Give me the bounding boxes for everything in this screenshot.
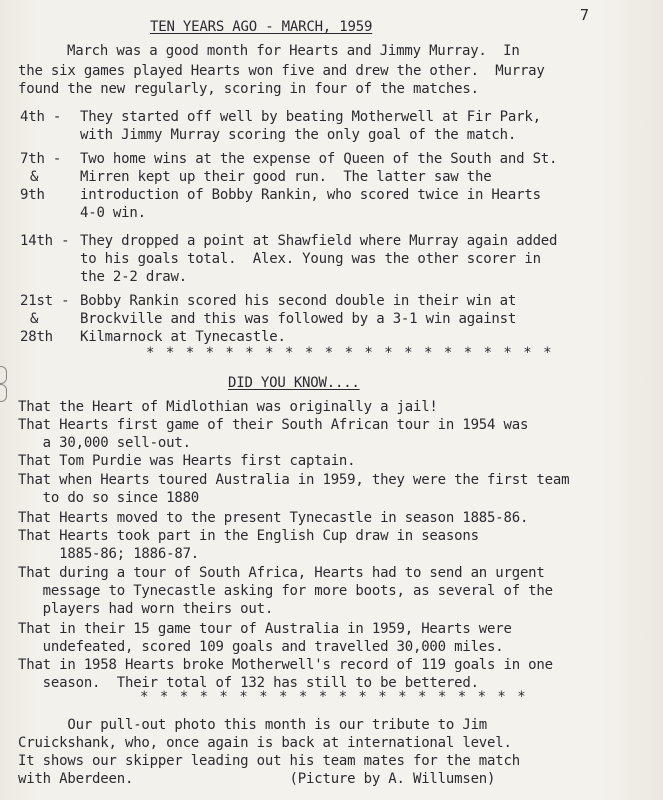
entry-line: They dropped a point at Shawfield where Murray again added <box>80 233 558 249</box>
fact-line: 1885-86; 1886-87. <box>18 546 200 562</box>
fact-line: That Tom Purdie was Hearts first captain. <box>18 453 356 469</box>
entry-line: Brockville and this was followed by a 3-1 win against <box>80 311 517 327</box>
closing-line: with Aberdeen. (Picture by A. Willumsen) <box>18 771 496 787</box>
section-heading: DID YOU KNOW.... <box>228 375 360 391</box>
entry-date: 28th <box>20 329 53 345</box>
closing-line: Cruickshank, who, once again is back at international level. <box>18 735 512 751</box>
entry-date: 21st - <box>20 293 70 309</box>
fact-line: a 30,000 sell-out. <box>18 435 191 451</box>
binder-hole-mark <box>0 366 7 384</box>
entry-line: They started off well by beating Motherwell at Fir Park, <box>80 109 541 125</box>
closing-line: Our pull-out photo this month is our tribute to Jim <box>18 717 488 733</box>
entry-date: & <box>30 311 39 327</box>
entry-line: the 2-2 draw. <box>80 269 187 285</box>
fact-line: players had worn theirs out. <box>18 601 274 617</box>
entry-line: introduction of Bobby Rankin, who scored twice in Hearts <box>80 187 541 203</box>
fact-line: season. Their total of 132 has still to be bettered. <box>18 675 479 691</box>
entry-date: 9th <box>20 187 45 203</box>
entry-date: 7th - <box>20 151 62 167</box>
fact-line: That Hearts first game of their South African tour in 1954 was <box>18 417 529 433</box>
fact-line: That in their 15 game tour of Australia in 1959, Hearts were <box>18 621 512 637</box>
entry-date: 4th - <box>20 109 62 125</box>
closing-line: It shows our skipper leading out his team mates for the match <box>18 753 520 769</box>
entry-line: with Jimmy Murray scoring the only goal of the match. <box>80 127 517 143</box>
intro-line: March was a good month for Hearts and Jimmy Murray. In <box>67 43 520 59</box>
entry-line: 4-0 win. <box>80 205 146 221</box>
entry-line: to his goals total. Alex. Young was the other scorer in <box>80 251 541 267</box>
entry-date: & <box>30 169 39 185</box>
fact-line: undefeated, scored 109 goals and travelled 30,000 miles. <box>18 639 504 655</box>
star-divider: * * * * * * * * * * * * * * * * * * * * <box>140 689 528 705</box>
entry-line: Two home wins at the expense of Queen of the South and St. <box>80 151 558 167</box>
fact-line: That Hearts took part in the English Cup draw in seasons <box>18 528 479 544</box>
fact-line: That Hearts moved to the present Tynecastle in season 1885-86. <box>18 510 529 526</box>
entry-line: Kilmarnock at Tynecastle. <box>80 329 286 345</box>
star-divider: * * * * * * * * * * * * * * * * * * * * * <box>146 345 554 361</box>
intro-line: the six games played Hearts won five and drew the other. Murray <box>18 63 545 79</box>
fact-line: That during a tour of South Africa, Hearts had to send an urgent <box>18 565 545 581</box>
fact-line: That when Hearts toured Australia in 1959, they were the first team <box>18 472 570 488</box>
binder-hole-mark <box>0 384 7 402</box>
entry-line: Mirren kept up their good run. The latter saw the <box>80 169 492 185</box>
entry-date: 14th - <box>20 233 70 249</box>
page-title: TEN YEARS AGO - MARCH, 1959 <box>150 19 373 35</box>
fact-line: That in 1958 Hearts broke Motherwell's record of 119 goals in one <box>18 657 553 673</box>
intro-line: found the new regularly, scoring in four of the matches. <box>18 81 479 97</box>
fact-line: That the Heart of Midlothian was originally a jail! <box>18 399 438 415</box>
entry-line: Bobby Rankin scored his second double in their win at <box>80 293 517 309</box>
fact-line: to do so since 1880 <box>18 490 200 506</box>
fact-line: message to Tynecastle asking for more boots, as several of the <box>18 583 553 599</box>
page-number: 7 <box>580 6 589 24</box>
